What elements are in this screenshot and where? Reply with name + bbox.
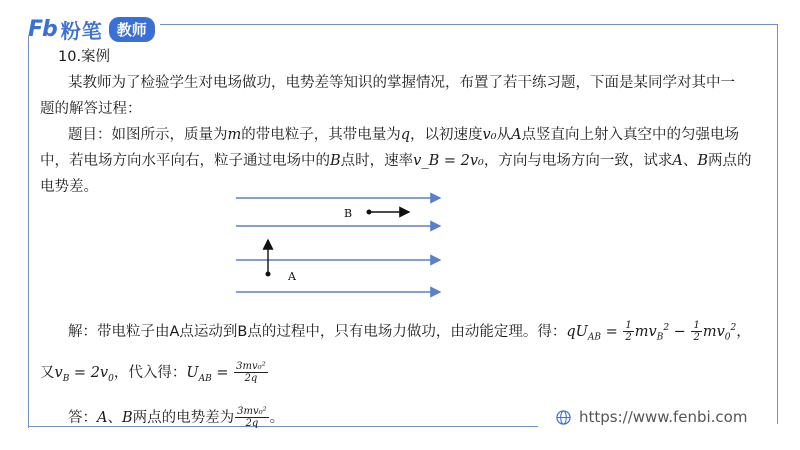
solution-text: 又 — [40, 364, 55, 381]
frac-den: 2 — [693, 332, 700, 344]
case-heading — [40, 44, 772, 70]
math-B: B — [330, 153, 341, 169]
globe-icon — [556, 410, 571, 425]
problem-text: 点时，速率 — [340, 153, 414, 169]
intro-line-2 — [40, 96, 772, 122]
problem-text: 电势差。 — [40, 179, 98, 195]
math-sub: 0 — [724, 332, 731, 343]
math-op: = — [211, 364, 234, 381]
label-B: B — [344, 207, 353, 220]
intro-text-1: 某教师为了检验学生对电场做功，电势差等知识的掌握情况，布置了若干练习题，下面是某同学对其中一 — [68, 75, 735, 91]
intro-text-2: 题的解答过程： — [40, 101, 142, 117]
math-sub: AB — [587, 332, 602, 343]
solution-text: ，代入得： — [113, 364, 187, 381]
frame-right-border — [777, 24, 778, 424]
intro-line-1 — [40, 70, 772, 96]
frac-num: 3mv₀² — [236, 361, 266, 373]
label-A: A — [288, 270, 296, 283]
frame-left-border — [28, 36, 29, 428]
electric-field-diagram — [234, 192, 444, 300]
problem-text: 中，若电场方向水平向右，粒子通过电场中的 — [40, 153, 330, 169]
math-op: = — [601, 323, 623, 340]
math-sub: B — [656, 332, 664, 343]
frac-num: 3mv₀² — [237, 406, 267, 418]
solution-text: 解：带电粒子由A点运动到B点的过程中，只有电场力做功，由动能定理。得： — [68, 323, 567, 340]
math-m: m — [227, 127, 242, 143]
math-qU: qU — [566, 323, 588, 340]
math-sup: 2 — [730, 323, 737, 333]
answer-text: 、 — [107, 409, 122, 426]
frame-top-border — [160, 24, 778, 25]
frac-num: 1 — [693, 320, 700, 332]
fraction-half — [691, 320, 701, 343]
case-heading-text: 10.案例 — [58, 49, 111, 65]
problem-text: 的带电粒子，其带电量为 — [241, 127, 401, 143]
math-A: A — [97, 409, 108, 426]
problem-text: 两点的 — [708, 153, 752, 169]
math-sub: 0 — [108, 373, 114, 384]
math-sup: 2 — [663, 323, 670, 333]
answer-text: 。 — [269, 409, 285, 426]
fraction-half — [623, 320, 633, 343]
logo-mark: Fb — [28, 16, 57, 42]
math-sub: AB — [198, 373, 212, 384]
frac-den: 2q — [244, 373, 258, 385]
math-mv: mv — [702, 323, 725, 340]
math-vB-eq: v_B = 2v₀ — [413, 153, 484, 169]
logo-badge: 教师 — [109, 17, 155, 42]
math-eq: = 2v — [69, 364, 109, 381]
problem-text: ，方向与电场方向一致，试求 — [483, 153, 673, 169]
math-B: B — [697, 153, 708, 169]
solution-text: ， — [736, 323, 751, 340]
problem-text: 、 — [682, 153, 698, 169]
math-v0: v₀ — [482, 127, 497, 143]
problem-text: 点竖直向上射入真空中的匀强电场 — [521, 127, 740, 143]
problem-line-2 — [40, 148, 772, 174]
math-q: q — [400, 127, 411, 143]
math-sub: B — [62, 373, 70, 384]
footer-url[interactable] — [556, 408, 747, 426]
brand-logo — [28, 14, 155, 44]
math-A: A — [511, 127, 522, 143]
answer-text: 两点的电势差为 — [132, 409, 235, 426]
problem-text: 题目：如图所示，质量为 — [68, 127, 228, 143]
frac-den: 2 — [625, 332, 632, 344]
logo-name: 粉笔 — [60, 18, 103, 43]
fraction-answer — [235, 406, 269, 429]
math-B: B — [121, 409, 133, 426]
answer-text: 答： — [68, 409, 97, 426]
math-A: A — [672, 153, 683, 169]
frac-num: 1 — [625, 320, 632, 332]
solution-line-2 — [40, 354, 772, 398]
math-op: − — [669, 323, 691, 340]
problem-line-1 — [40, 122, 772, 148]
frac-den: 2q — [245, 418, 259, 430]
fraction-result — [234, 361, 268, 384]
problem-text: 从 — [496, 127, 512, 143]
math-v: v — [54, 364, 63, 381]
math-U: U — [186, 364, 199, 381]
problem-text: ，以初速度 — [410, 127, 483, 143]
footer-url-text[interactable]: https://www.fenbi.com — [579, 408, 748, 426]
math-mv: mv — [634, 323, 657, 340]
solution-line-1 — [40, 312, 772, 354]
